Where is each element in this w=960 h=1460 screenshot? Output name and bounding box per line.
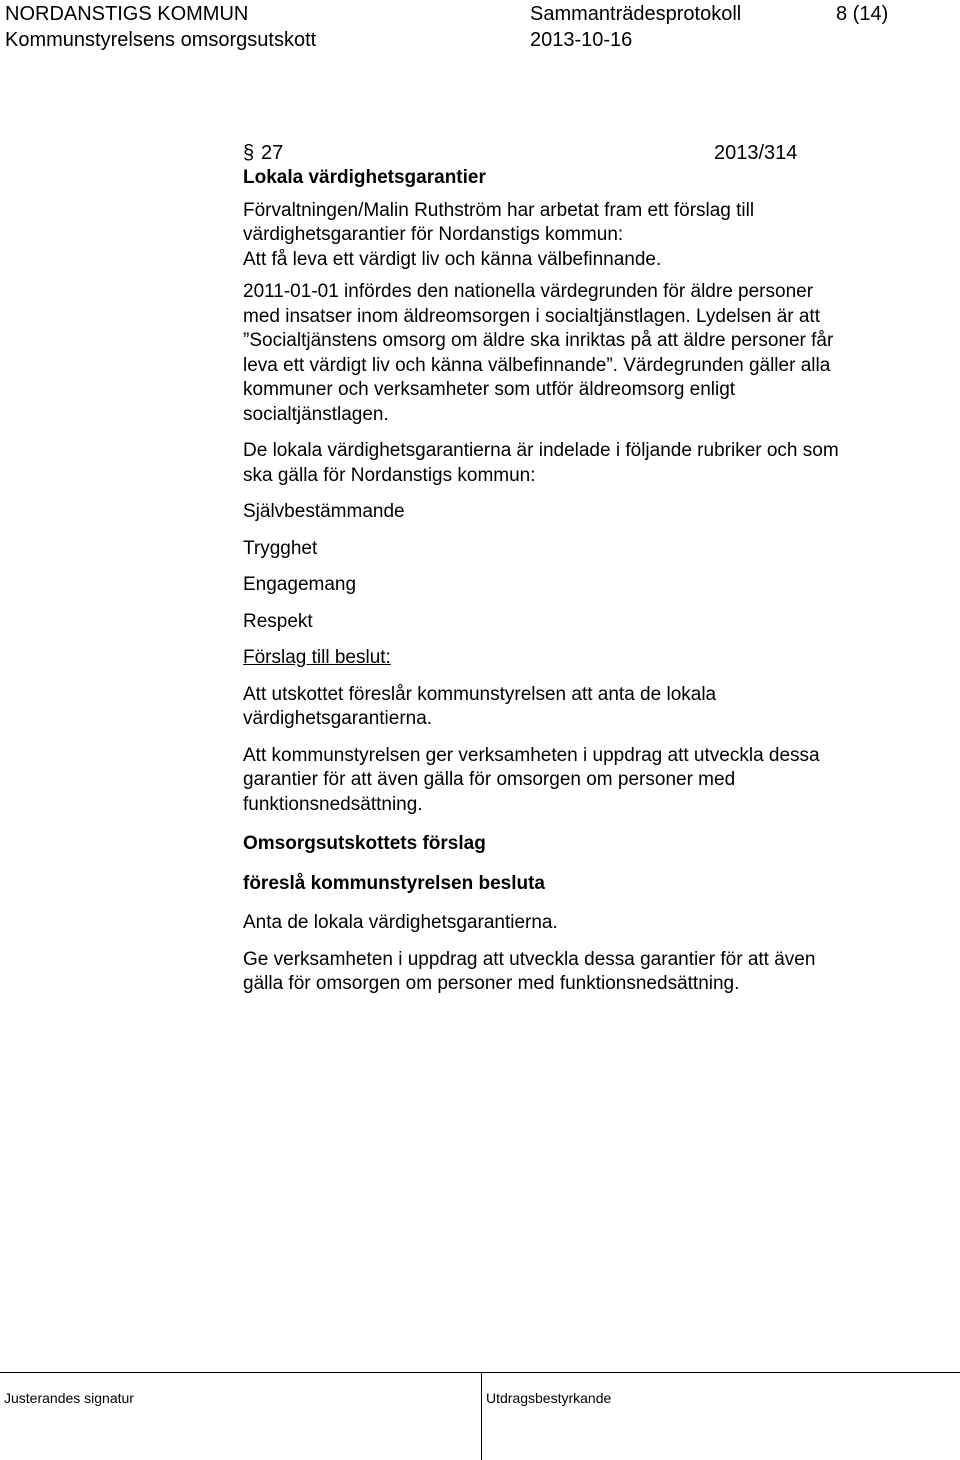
text-line: garantier för att även gälla för omsorgen om personer med: [243, 769, 736, 790]
text-line: ska gälla för Nordanstigs kommun:: [243, 464, 536, 486]
case-reference: 2013/314: [714, 142, 798, 164]
decision-1: Anta de lokala värdighetsgarantierna.: [243, 912, 558, 933]
text-line: De lokala värdighetsgarantierna är indelade i följande rubriker och som: [243, 440, 839, 461]
proposal-paragraph-2: [243, 744, 933, 818]
background-paragraph: [243, 280, 933, 427]
text-line: värdighetsgarantier för Nordanstigs kommun:: [243, 224, 624, 245]
section-sign: §: [243, 142, 255, 164]
decision-2: [243, 948, 933, 997]
footer-divider: [481, 1373, 482, 1460]
guarantee-heading: Respekt: [243, 610, 313, 632]
committee-proposal-subtitle: föreslå kommunstyrelsen besluta: [243, 872, 545, 894]
committee-proposal-title: Omsorgsutskottets förslag: [243, 833, 486, 854]
headings-intro-paragraph: [243, 439, 933, 488]
text-line: Att få leva ett värdigt liv och känna välbefinnande.: [243, 248, 662, 270]
text-line: kommuner och verksamheter som utför äldreomsorg enligt: [243, 379, 736, 400]
guarantee-heading: Självbestämmande: [243, 501, 405, 522]
text-line: Att utskottet föreslår kommunstyrelsen att anta de lokala: [243, 683, 717, 705]
text-line: med insatser inom äldreomsorgen i socialtjänstlagen. Lydelsen är att: [243, 305, 820, 327]
text-line: 2011-01-01 infördes den nationella värdegrunden för äldre personer: [243, 281, 814, 302]
text-line: funktionsnedsättning.: [243, 793, 423, 815]
signature-footer: [0, 1372, 960, 1460]
text-line: gälla för omsorgen om personer med funktionsnedsättning.: [243, 973, 740, 994]
text-line: värdighetsgarantierna.: [243, 708, 433, 729]
committee-name: Kommunstyrelsens omsorgsutskott: [5, 29, 317, 51]
text-line: Att kommunstyrelsen ger verksamheten i uppdrag att utveckla dessa: [243, 744, 820, 766]
proposal-paragraph-1: [243, 683, 933, 732]
case-number: 27: [261, 142, 284, 164]
text-line: ”Socialtjänstens omsorg om äldre ska inriktas på att äldre personer får: [243, 330, 834, 351]
intro-paragraph: [243, 199, 933, 273]
guarantee-heading: Engagemang: [243, 574, 357, 595]
text-line: Förvaltningen/Malin Ruthström har arbetat fram ett förslag till: [243, 199, 755, 221]
page-number: 8 (14): [836, 3, 889, 25]
case-title: Lokala värdighetsgarantier: [243, 167, 486, 188]
document-type: Sammanträdesprotokoll: [530, 3, 742, 25]
text-line: Ge verksamheten i uppdrag att utveckla dessa garantier för att även: [243, 948, 816, 970]
extract-certification-label: Utdragsbestyrkande: [486, 1390, 612, 1406]
text-line: leva ett värdigt liv och känna välbefinnande”. Värdegrunden gäller alla: [243, 354, 831, 376]
organization-name: NORDANSTIGS KOMMUN: [5, 3, 249, 25]
text-line: socialtjänstlagen.: [243, 403, 389, 425]
guarantee-heading: Trygghet: [243, 537, 318, 559]
case-header: [243, 140, 933, 166]
meeting-date: 2013-10-16: [530, 29, 633, 51]
adjuster-signature-label: Justerandes signatur: [4, 1390, 134, 1406]
proposal-label: Förslag till beslut:: [243, 647, 391, 668]
document-body: [243, 140, 933, 997]
